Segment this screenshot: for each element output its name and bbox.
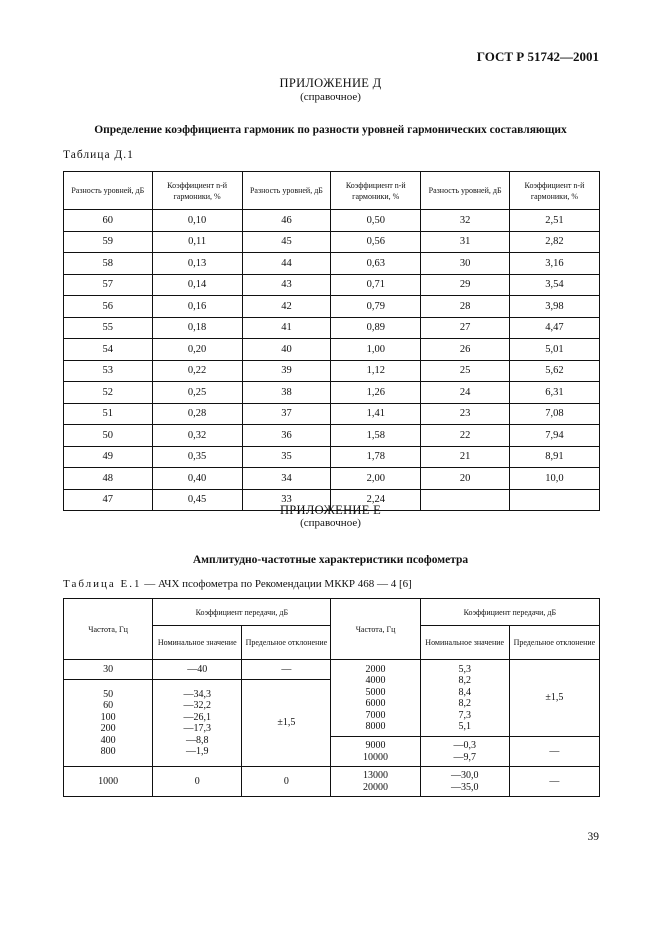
column-header: Коэффициент n-й гармоники, %	[331, 172, 421, 210]
table-cell: 0,79	[331, 296, 421, 318]
table-cell: 41	[242, 317, 331, 339]
table-cell: 52	[64, 382, 153, 404]
table-cell: 48	[64, 468, 153, 490]
table-e1-label: Таблица Е.1	[63, 578, 142, 590]
table-cell: 1,26	[331, 382, 421, 404]
column-header-nominal: Номинальное значение	[420, 626, 509, 660]
table-row	[64, 253, 600, 275]
appendix-d-heading: Определение коэффициента гармоник по разности уровней гармонических составляющих	[94, 124, 567, 136]
table-cell: 23	[421, 403, 510, 425]
cell-nominal: 5,3 8,2 8,4 8,2 7,3 5,1	[420, 660, 509, 737]
table-cell: 0,13	[152, 253, 242, 275]
table-cell: 37	[242, 403, 331, 425]
cell-nominal: 0	[153, 767, 242, 797]
table-cell: 0,63	[331, 253, 421, 275]
table-d1-caption: Таблица Д.1	[63, 149, 134, 161]
table-cell: 4,47	[509, 317, 599, 339]
table-cell: 47	[64, 489, 153, 511]
table-cell: 0,71	[331, 274, 421, 296]
table-cell: 1,41	[331, 403, 421, 425]
table-cell: 5,62	[509, 360, 599, 382]
harmonic-table	[63, 171, 600, 511]
cell-frequency: 9000 10000	[331, 737, 420, 767]
appendix-e-heading: Амплитудно-частотные характеристики псофометра	[192, 554, 469, 566]
table-e1-text: — АЧХ псофометра по Рекомендации МККР 468 — 4 [6]	[144, 578, 412, 590]
cell-frequency: 1000	[64, 767, 153, 797]
table-cell: 20	[421, 468, 510, 490]
table-cell: 25	[421, 360, 510, 382]
table-e1-caption	[63, 578, 412, 590]
table-cell: 0,56	[331, 231, 421, 253]
cell-nominal: —34,3 —32,2 —26,1 —17,3 —8,8 —1,9	[153, 680, 242, 767]
table-row	[64, 231, 600, 253]
table-row	[64, 468, 600, 490]
column-header: Разность уровней, дБ	[242, 172, 331, 210]
page-number: 39	[587, 831, 599, 843]
column-header: Разность уровней, дБ	[421, 172, 510, 210]
table-cell: 50	[64, 425, 153, 447]
table-cell: 0,32	[152, 425, 242, 447]
table-cell: 0,35	[152, 446, 242, 468]
table-cell: 0,16	[152, 296, 242, 318]
cell-frequency: 2000 4000 5000 6000 7000 8000	[331, 660, 420, 737]
table-cell: 8,91	[509, 446, 599, 468]
column-header: Коэффициент n-й гармоники, %	[152, 172, 242, 210]
cell-frequency: 13000 20000	[331, 767, 420, 797]
appendix-e-subtitle: (справочное)	[300, 517, 361, 529]
table-cell: 31	[421, 231, 510, 253]
table-cell: 21	[421, 446, 510, 468]
table-row	[64, 403, 600, 425]
table-cell: 38	[242, 382, 331, 404]
psophometer-table	[63, 598, 600, 797]
table-cell: 59	[64, 231, 153, 253]
table-row	[64, 660, 600, 680]
table-cell: 1,12	[331, 360, 421, 382]
table-cell: 22	[421, 425, 510, 447]
column-header-coefficient: Коэффициент передачи, дБ	[420, 599, 599, 626]
table-cell: 58	[64, 253, 153, 275]
table-row	[64, 339, 600, 361]
table-row	[64, 767, 600, 797]
table-cell: 44	[242, 253, 331, 275]
cell-nominal: —30,0 —35,0	[420, 767, 509, 797]
table-cell: 45	[242, 231, 331, 253]
table-cell: 49	[64, 446, 153, 468]
cell-frequency: 30	[64, 660, 153, 680]
table-cell: 39	[242, 360, 331, 382]
table-cell: 32	[421, 210, 510, 232]
cell-frequency: 50 60 100 200 400 800	[64, 680, 153, 767]
table-cell: 24	[421, 382, 510, 404]
table-cell: 0,11	[152, 231, 242, 253]
table-cell: 35	[242, 446, 331, 468]
document-code: ГОСТ Р 51742—2001	[476, 49, 599, 64]
harmonic-table-body	[64, 210, 600, 511]
table-cell: 3,54	[509, 274, 599, 296]
table-cell: 51	[64, 403, 153, 425]
table-cell: 56	[64, 296, 153, 318]
table-row	[64, 210, 600, 232]
table-row	[64, 274, 600, 296]
column-header-nominal: Номинальное значение	[153, 626, 242, 660]
table-cell: 29	[421, 274, 510, 296]
table-cell: 0,40	[152, 468, 242, 490]
table-header-row	[64, 599, 600, 626]
table-cell: 26	[421, 339, 510, 361]
table-cell: 10,0	[509, 468, 599, 490]
cell-limit: —	[509, 737, 599, 767]
column-header-frequency: Частота, Гц	[64, 599, 153, 660]
table-cell: 53	[64, 360, 153, 382]
column-header: Коэффициент n-й гармоники, %	[509, 172, 599, 210]
table-cell: 0,89	[331, 317, 421, 339]
table-row	[64, 382, 600, 404]
table-cell: 3,98	[509, 296, 599, 318]
table-cell: 1,58	[331, 425, 421, 447]
table-cell: 33	[242, 489, 331, 511]
cell-nominal: —0,3 —9,7	[420, 737, 509, 767]
table-header-row	[64, 172, 600, 210]
table-cell: 2,00	[331, 468, 421, 490]
table-row	[64, 425, 600, 447]
table-cell: 2,82	[509, 231, 599, 253]
table-cell: 0,28	[152, 403, 242, 425]
cell-limit: —	[242, 660, 331, 680]
column-header-frequency: Частота, Гц	[331, 599, 420, 660]
column-header-coefficient: Коэффициент передачи, дБ	[153, 599, 331, 626]
cell-limit: ±1,5	[242, 680, 331, 767]
table-cell: 0,20	[152, 339, 242, 361]
table-cell: 46	[242, 210, 331, 232]
table-cell: 27	[421, 317, 510, 339]
cell-limit: —	[509, 767, 599, 797]
table-row	[64, 360, 600, 382]
table-cell: 6,31	[509, 382, 599, 404]
cell-limit: ±1,5	[509, 660, 599, 737]
table-cell: 2,51	[509, 210, 599, 232]
table-cell: 7,94	[509, 425, 599, 447]
appendix-d-title: ПРИЛОЖЕНИЕ Д	[279, 76, 382, 90]
table-cell: 0,25	[152, 382, 242, 404]
table-cell: 1,78	[331, 446, 421, 468]
table-cell: 60	[64, 210, 153, 232]
appendix-d-subtitle: (справочное)	[300, 91, 361, 103]
table-cell: 2,24	[331, 489, 421, 511]
table-cell: 30	[421, 253, 510, 275]
table-row	[64, 446, 600, 468]
table-cell: 1,00	[331, 339, 421, 361]
table-cell: 34	[242, 468, 331, 490]
table-cell: 36	[242, 425, 331, 447]
table-cell: 0,22	[152, 360, 242, 382]
table-cell: 3,16	[509, 253, 599, 275]
table-row	[64, 317, 600, 339]
table-cell: 43	[242, 274, 331, 296]
table-cell: 42	[242, 296, 331, 318]
table-cell: 0,50	[331, 210, 421, 232]
table-cell: 57	[64, 274, 153, 296]
table-cell: 0,45	[152, 489, 242, 511]
table-cell: 54	[64, 339, 153, 361]
cell-limit: 0	[242, 767, 331, 797]
table-cell: 28	[421, 296, 510, 318]
table-row	[64, 296, 600, 318]
table-cell: 55	[64, 317, 153, 339]
cell-nominal: —40	[153, 660, 242, 680]
table-cell: 0,18	[152, 317, 242, 339]
table-cell: 5,01	[509, 339, 599, 361]
column-header-limit: Предельное отклонение	[509, 626, 599, 660]
column-header-limit: Предельное отклонение	[242, 626, 331, 660]
table-cell: 0,14	[152, 274, 242, 296]
table-cell: 0,10	[152, 210, 242, 232]
table-cell: 40	[242, 339, 331, 361]
table-cell: 7,08	[509, 403, 599, 425]
column-header: Разность уровней, дБ	[64, 172, 153, 210]
appendix-e-title: ПРИЛОЖЕНИЕ Е	[279, 503, 382, 517]
